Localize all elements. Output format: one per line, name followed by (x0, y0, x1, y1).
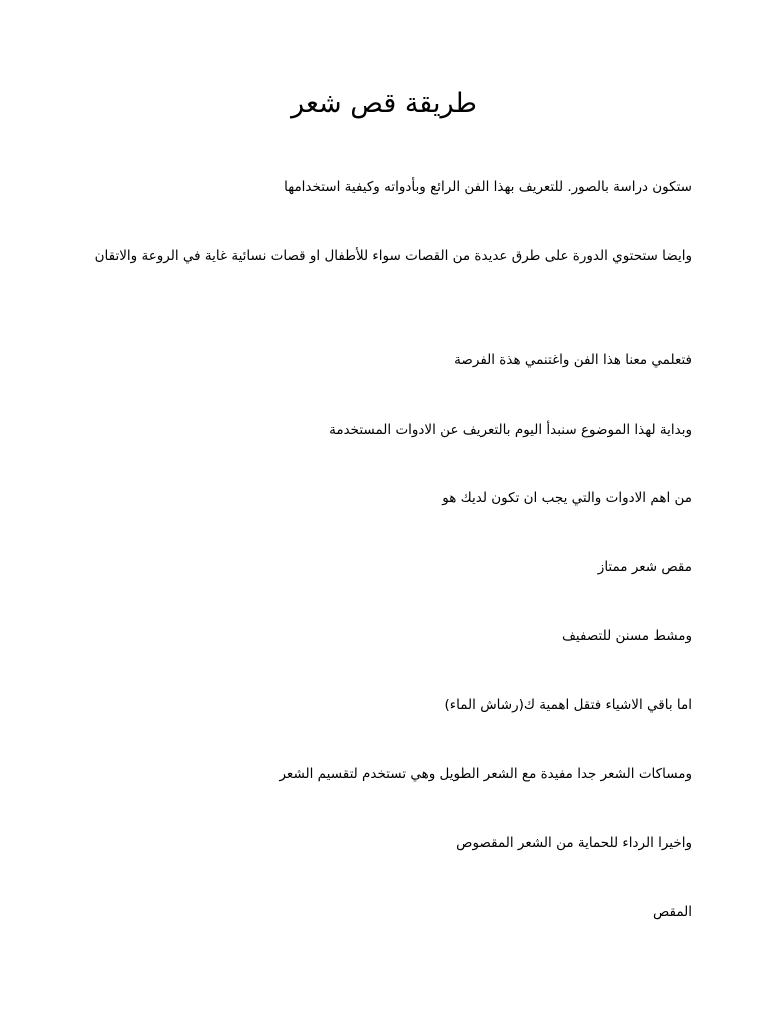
paragraph-hair-clips: ومساكات الشعر جدا مفيدة مع الشعر الطويل وهي تستخدم لتقسيم الشعر (279, 766, 692, 782)
document-title: طريقة قص شعر (291, 88, 477, 119)
paragraph-scissors: مقص شعر ممتاز (597, 559, 692, 575)
paragraph-intro: ستكون دراسة بالصور. للتعريف بهذا الفن الرائع وبأدواته وكيفية استخدامها (284, 179, 692, 195)
paragraph-course-content: وايضا ستحتوي الدورة على طرق عديدة من القصات سواء للأطفال او قصات نسائية غاية في الروعة والاتقان (94, 248, 692, 264)
paragraph-water-spray: اما باقي الاشياء فتقل اهمية ك(رشاش الماء) (444, 697, 692, 713)
paragraph-tools-intro: وبداية لهذا الموضوع سنبدأ اليوم بالتعريف عن الادوات المستخدمة (329, 422, 692, 438)
paragraph-invitation: فتعلمي معنا هذا الفن واغتنمي هذة الفرصة (454, 352, 692, 368)
paragraph-comb: ومشط مسنن للتصفيف (561, 628, 692, 644)
paragraph-important-tools: من اهم الادوات والتي يجب ان تكون لديك هو (442, 490, 692, 506)
paragraph-scissors-heading: المقص (652, 904, 692, 920)
paragraph-cape: واخيرا الرداء للحماية من الشعر المقصوص (456, 835, 692, 851)
